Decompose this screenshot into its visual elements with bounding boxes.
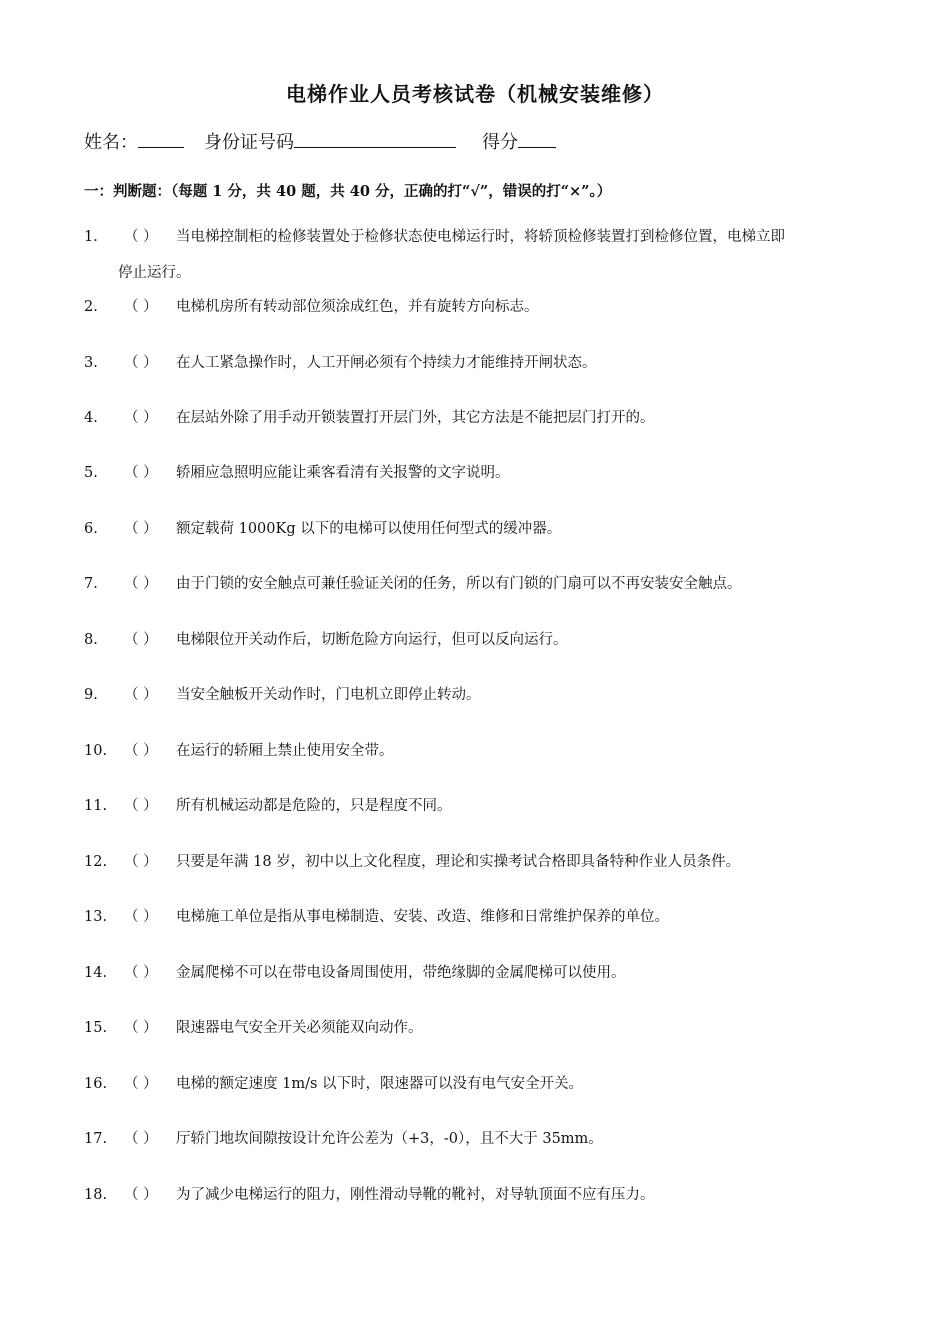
question-line (84, 622, 874, 658)
name-label: 姓名： (84, 132, 138, 153)
question-text: 电梯施工单位是指从事电梯制造、安装、改造、维修和日常维护保养的单位。 (176, 909, 669, 925)
question-line (84, 400, 874, 436)
question-line (84, 511, 874, 547)
id-number-label: 身份证号码 (204, 132, 294, 153)
answer-blank[interactable]: （ ） (124, 410, 158, 426)
question-line (84, 955, 874, 991)
question-text: 所有机械运动都是危险的，只是程度不同。 (176, 798, 452, 814)
question-number: 16. (84, 1076, 108, 1092)
question-number: 17. (84, 1131, 108, 1147)
answer-blank[interactable]: （ ） (124, 1076, 158, 1092)
question-item (84, 1010, 874, 1046)
question-text: 电梯限位开关动作后，切断危险方向运行，但可以反向运行。 (176, 632, 568, 648)
page-title: 电梯作业人员考核试卷（机械安装维修） (286, 82, 664, 106)
question-line (84, 733, 874, 769)
question-item (84, 455, 874, 491)
question-text: 当安全触板开关动作时，门电机立即停止转动。 (176, 687, 481, 703)
question-line (84, 1177, 874, 1213)
question-number: 4. (84, 410, 98, 426)
question-number: 8. (84, 632, 98, 648)
question-number: 5. (84, 465, 98, 481)
question-number: 18. (84, 1187, 108, 1203)
question-item (84, 1121, 874, 1157)
question-number: 7. (84, 576, 98, 592)
question-line (84, 345, 874, 381)
answer-blank[interactable]: （ ） (124, 1187, 158, 1203)
question-number: 9. (84, 687, 98, 703)
answer-blank[interactable]: （ ） (124, 1131, 158, 1147)
answer-blank[interactable]: （ ） (124, 687, 158, 703)
question-number: 2. (84, 299, 98, 315)
answer-blank[interactable]: （ ） (124, 798, 158, 814)
question-text: 当电梯控制柜的检修装置处于检修状态使电梯运行时，将轿顶检修装置打到检修位置，电梯立即 (176, 229, 785, 245)
answer-blank[interactable]: （ ） (124, 909, 158, 925)
answer-blank[interactable]: （ ） (124, 965, 158, 981)
question-line (84, 289, 874, 325)
question-line (84, 219, 874, 255)
question-line (84, 1066, 874, 1102)
question-text: 在人工紧急操作时，人工开闸必须有个持续力才能维持开闸状态。 (176, 355, 597, 371)
question-line (84, 566, 874, 602)
question-text: 厅轿门地坎间隙按设计允许公差为（+3，-0），且不大于 35mm。 (176, 1131, 603, 1147)
score-label: 得分 (482, 132, 518, 153)
id-number-blank[interactable] (294, 129, 456, 148)
answer-blank[interactable]: （ ） (124, 576, 158, 592)
question-number: 13. (84, 909, 108, 925)
question-item (84, 1177, 874, 1213)
question-item (84, 511, 874, 547)
question-text-continued: 停止运行。 (118, 265, 191, 281)
question-line (84, 1121, 874, 1157)
answer-blank[interactable]: （ ） (124, 521, 158, 537)
question-number: 12. (84, 854, 108, 870)
question-text: 额定载荷 1000Kg 以下的电梯可以使用任何型式的缓冲器。 (176, 521, 562, 537)
question-text: 电梯机房所有转动部位须涂成红色，并有旋转方向标志。 (176, 299, 539, 315)
answer-blank[interactable]: （ ） (124, 299, 158, 315)
question-number: 10. (84, 743, 108, 759)
question-number: 11. (84, 798, 108, 814)
question-item (84, 899, 874, 935)
question-text: 轿厢应急照明应能让乘客看清有关报警的文字说明。 (176, 465, 510, 481)
question-text: 在运行的轿厢上禁止使用安全带。 (176, 743, 394, 759)
question-number: 1. (84, 229, 98, 245)
question-item (84, 733, 874, 769)
answer-blank[interactable]: （ ） (124, 743, 158, 759)
question-line (84, 899, 874, 935)
question-number: 15. (84, 1020, 108, 1036)
answer-blank[interactable]: （ ） (124, 854, 158, 870)
section-heading-true-false: 一：判断题：（每题 1 分，共 40 题，共 40 分，正确的打“√”，错误的打“×”。） (84, 183, 612, 200)
answer-blank[interactable]: （ ） (124, 632, 158, 648)
answer-blank[interactable]: （ ） (124, 465, 158, 481)
question-item (84, 289, 874, 325)
question-line (84, 788, 874, 824)
question-item (84, 788, 874, 824)
question-text: 为了减少电梯运行的阻力，刚性滑动导靴的靴衬，对导轨顶面不应有压力。 (176, 1187, 655, 1203)
name-blank[interactable] (138, 129, 184, 148)
candidate-info-row (84, 128, 556, 154)
question-line (84, 844, 874, 880)
question-text: 电梯的额定速度 1m/s 以下时，限速器可以没有电气安全开关。 (176, 1076, 584, 1092)
question-text: 金属爬梯不可以在带电设备周围使用，带绝缘脚的金属爬梯可以使用。 (176, 965, 626, 981)
answer-blank[interactable]: （ ） (124, 1020, 158, 1036)
question-line (84, 455, 874, 491)
question-text: 限速器电气安全开关必须能双向动作。 (176, 1020, 423, 1036)
answer-blank[interactable]: （ ） (124, 355, 158, 371)
question-item (84, 677, 874, 713)
question-line (84, 1010, 874, 1046)
question-number: 6. (84, 521, 98, 537)
question-text: 在层站外除了用手动开锁装置打开层门外，其它方法是不能把层门打开的。 (176, 410, 655, 426)
question-line (84, 677, 874, 713)
question-item (84, 622, 874, 658)
question-text: 只要是年满 18 岁，初中以上文化程度，理论和实操考试合格即具备特种作业人员条件。 (176, 854, 741, 870)
question-item (84, 219, 874, 291)
score-blank[interactable] (518, 129, 556, 148)
question-item (84, 345, 874, 381)
question-item (84, 566, 874, 602)
question-item (84, 955, 874, 991)
answer-blank[interactable]: （ ） (124, 229, 158, 245)
question-item (84, 400, 874, 436)
question-number: 14. (84, 965, 108, 981)
question-item (84, 844, 874, 880)
question-number: 3. (84, 355, 98, 371)
question-item (84, 1066, 874, 1102)
question-text: 由于门锁的安全触点可兼任验证关闭的任务，所以有门锁的门扇可以不再安装安全触点。 (176, 576, 742, 592)
